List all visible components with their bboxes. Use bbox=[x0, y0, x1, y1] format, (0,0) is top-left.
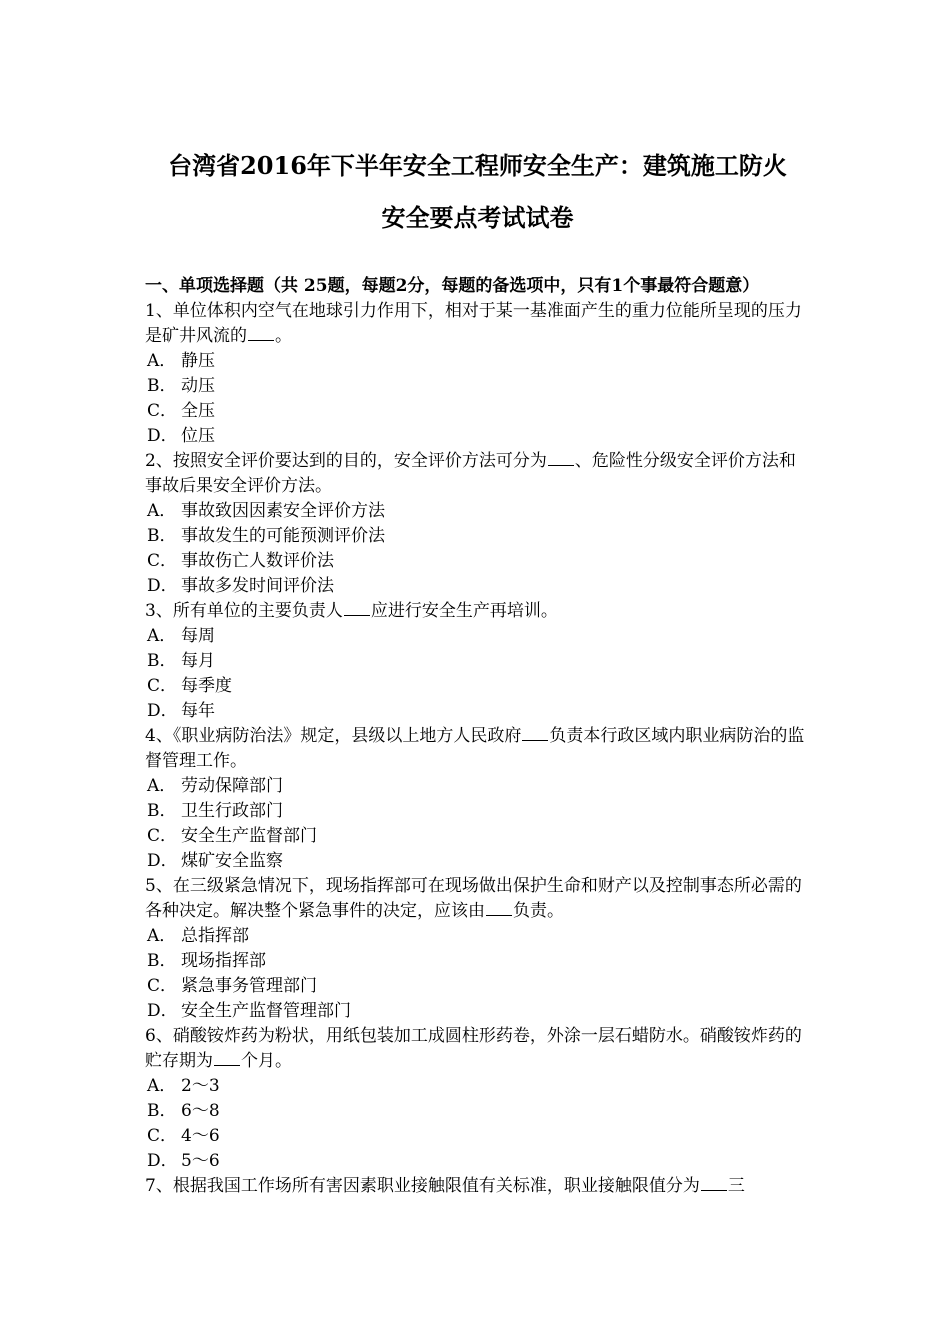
question-list bbox=[145, 299, 810, 1199]
answer-option bbox=[145, 1124, 810, 1149]
option-text: 事故伤亡人数评价法 bbox=[181, 551, 334, 571]
option-text: 4～6 bbox=[181, 1126, 220, 1146]
option-text: 卫生行政部门 bbox=[181, 801, 283, 821]
question-text: 3、所有单位的主要负责人 bbox=[145, 601, 343, 621]
answer-option bbox=[145, 1074, 810, 1099]
option-letter: C． bbox=[147, 401, 178, 421]
option-letter: D． bbox=[147, 576, 178, 596]
answer-option bbox=[145, 774, 810, 799]
option-letter: D． bbox=[147, 1001, 178, 1021]
question-text: 5、在三级紧急情况下，现场指挥部可在现场做出保护生命和财产以及控制事态所必需的各种决定。解决整个紧急事件的决定，应该由 bbox=[145, 876, 802, 921]
option-text: 每周 bbox=[181, 626, 215, 646]
option-text: 静压 bbox=[181, 351, 215, 371]
option-letter: B． bbox=[147, 651, 177, 671]
question-text-after: 负责。 bbox=[513, 901, 564, 921]
option-letter: B． bbox=[147, 526, 177, 546]
section-heading: 一、单项选择题（共 25题，每题2分，每题的备选项中，只有1个事最符合题意） bbox=[145, 276, 760, 296]
question-text-after: 、危险性分级安全评价方法和事故后果安全评价方法。 bbox=[145, 451, 796, 496]
option-text: 现场指挥部 bbox=[181, 951, 266, 971]
question-text: 4、《职业病防治法》规定，县级以上地方人民政府 bbox=[145, 726, 522, 746]
option-text: 每月 bbox=[181, 651, 215, 671]
answer-blank bbox=[344, 614, 370, 616]
question-text-after: 应进行安全生产再培训。 bbox=[370, 601, 558, 621]
option-list bbox=[145, 1074, 810, 1174]
option-text: 劳动保障部门 bbox=[181, 776, 283, 796]
question-stem bbox=[145, 599, 810, 624]
answer-option bbox=[145, 799, 810, 824]
answer-option bbox=[145, 674, 810, 699]
question-text: 7、根据我国工作场所有害因素职业接触限值有关标准，职业接触限值分为 bbox=[145, 1176, 700, 1196]
answer-option bbox=[145, 424, 810, 449]
option-text: 5～6 bbox=[181, 1151, 220, 1171]
answer-option bbox=[145, 349, 810, 374]
option-letter: B． bbox=[147, 1101, 177, 1121]
option-letter: D． bbox=[147, 1151, 178, 1171]
title-line-1: 台湾省2016年下半年安全工程师安全生产：建筑施工防火 bbox=[168, 151, 787, 180]
option-letter: A． bbox=[147, 1076, 177, 1096]
option-list bbox=[145, 924, 810, 1024]
question-text: 6、硝酸铵炸药为粉状，用纸包装加工成圆柱形药卷，外涂一层石蜡防水。硝酸铵炸药的贮存期为 bbox=[145, 1026, 802, 1071]
answer-option bbox=[145, 524, 810, 549]
answer-option bbox=[145, 824, 810, 849]
answer-option bbox=[145, 1099, 810, 1124]
option-list bbox=[145, 349, 810, 449]
answer-option bbox=[145, 849, 810, 874]
answer-blank bbox=[701, 1189, 727, 1191]
option-text: 每季度 bbox=[181, 676, 232, 696]
option-text: 紧急事务管理部门 bbox=[181, 976, 317, 996]
document-page bbox=[145, 140, 810, 1199]
option-letter: B． bbox=[147, 951, 177, 971]
question-text-after: 。 bbox=[275, 326, 292, 346]
option-letter: C． bbox=[147, 551, 178, 571]
answer-option bbox=[145, 924, 810, 949]
answer-option bbox=[145, 399, 810, 424]
option-list bbox=[145, 624, 810, 724]
option-letter: C． bbox=[147, 976, 178, 996]
option-letter: A． bbox=[147, 626, 177, 646]
answer-option bbox=[145, 949, 810, 974]
option-text: 煤矿安全监察 bbox=[181, 851, 283, 871]
option-text: 动压 bbox=[181, 376, 215, 396]
answer-option bbox=[145, 1149, 810, 1174]
answer-option bbox=[145, 549, 810, 574]
question-stem bbox=[145, 874, 810, 924]
question-stem bbox=[145, 1174, 810, 1199]
option-letter: D． bbox=[147, 426, 178, 446]
option-list bbox=[145, 499, 810, 599]
option-text: 6～8 bbox=[181, 1101, 220, 1121]
option-letter: B． bbox=[147, 801, 177, 821]
answer-option bbox=[145, 974, 810, 999]
option-text: 位压 bbox=[181, 426, 215, 446]
option-text: 全压 bbox=[181, 401, 215, 421]
question-text: 1、单位体积内空气在地球引力作用下，相对于某一基准面产生的重力位能所呈现的压力是矿井风流的 bbox=[145, 301, 802, 346]
question-text-after: 三 bbox=[727, 1176, 745, 1196]
option-letter: A． bbox=[147, 351, 177, 371]
answer-blank bbox=[548, 464, 574, 466]
option-text: 安全生产监督管理部门 bbox=[181, 1001, 351, 1021]
answer-option bbox=[145, 499, 810, 524]
answer-blank bbox=[522, 739, 548, 741]
option-letter: A． bbox=[147, 501, 177, 521]
option-letter: D． bbox=[147, 701, 178, 721]
option-text: 事故致因因素安全评价方法 bbox=[181, 501, 385, 521]
question-text: 2、按照安全评价要达到的目的，安全评价方法可分为 bbox=[145, 451, 547, 471]
question-text-after: 个月。 bbox=[241, 1051, 292, 1071]
answer-blank bbox=[248, 339, 274, 341]
option-text: 安全生产监督部门 bbox=[181, 826, 317, 846]
document-title bbox=[145, 140, 810, 244]
option-text: 每年 bbox=[181, 701, 215, 721]
answer-option bbox=[145, 574, 810, 599]
option-letter: A． bbox=[147, 776, 177, 796]
answer-option bbox=[145, 624, 810, 649]
answer-blank bbox=[486, 914, 512, 916]
option-letter: A． bbox=[147, 926, 177, 946]
answer-option bbox=[145, 649, 810, 674]
question-stem bbox=[145, 299, 810, 349]
question-text-after: 负责本行政区域内职业病防治的监督管理工作。 bbox=[145, 726, 805, 771]
answer-option bbox=[145, 699, 810, 724]
option-letter: C． bbox=[147, 1126, 178, 1146]
option-letter: C． bbox=[147, 676, 178, 696]
option-letter: C． bbox=[147, 826, 178, 846]
question-stem bbox=[145, 1024, 810, 1074]
option-text: 总指挥部 bbox=[181, 926, 249, 946]
option-list bbox=[145, 774, 810, 874]
answer-option bbox=[145, 999, 810, 1024]
title-line-2: 安全要点考试试卷 bbox=[381, 203, 574, 232]
option-letter: D． bbox=[147, 851, 178, 871]
answer-option bbox=[145, 374, 810, 399]
option-letter: B． bbox=[147, 376, 177, 396]
question-stem bbox=[145, 724, 810, 774]
answer-blank bbox=[214, 1064, 240, 1066]
option-text: 事故多发时间评价法 bbox=[181, 576, 334, 596]
option-text: 事故发生的可能预测评价法 bbox=[181, 526, 385, 546]
option-text: 2～3 bbox=[181, 1076, 220, 1096]
question-stem bbox=[145, 449, 810, 499]
